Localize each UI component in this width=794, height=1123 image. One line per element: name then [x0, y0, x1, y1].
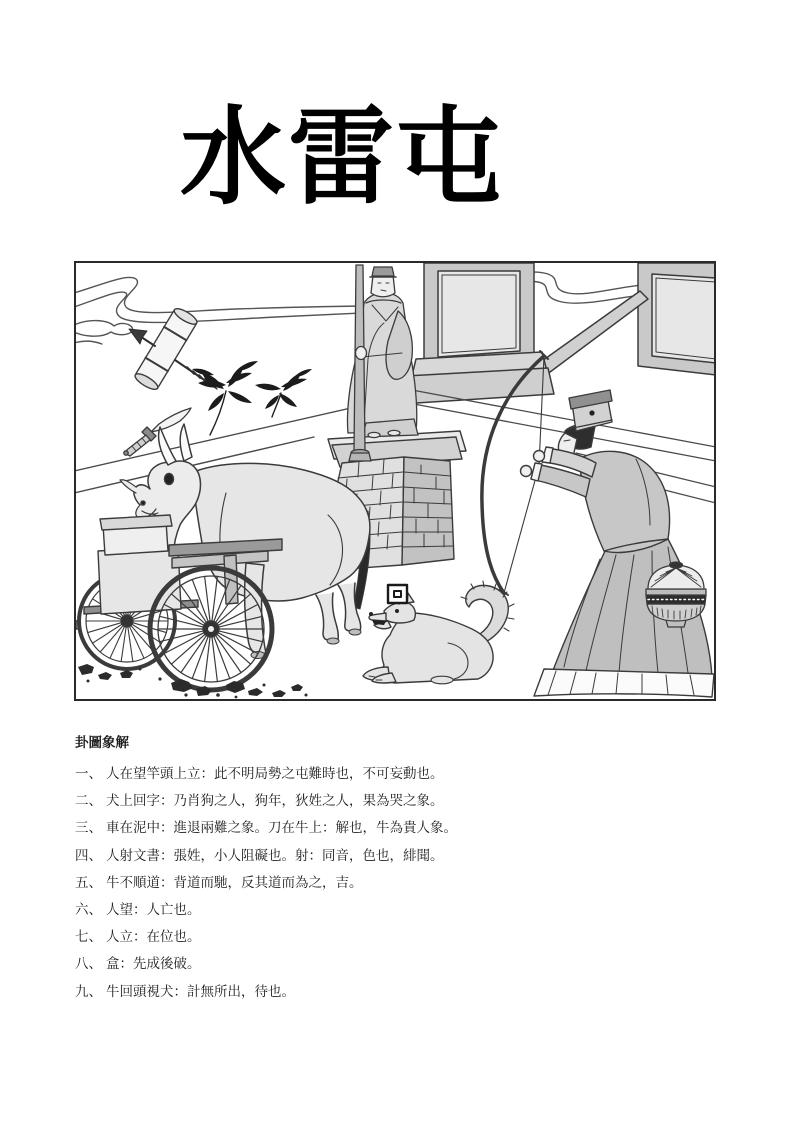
explanation-heading: 卦圖象解 — [75, 735, 129, 750]
explanation-item — [75, 978, 735, 1005]
item-number: 二、 — [75, 793, 102, 809]
item-number: 五、 — [75, 874, 102, 890]
hexagram-illustration-svg — [76, 263, 714, 699]
hexagram-illustration-frame — [74, 261, 716, 701]
item-number: 一、 — [75, 766, 102, 781]
palace-gate-pillars — [401, 263, 714, 404]
archer — [482, 351, 714, 697]
explanation-item — [75, 950, 735, 977]
page-title: 水雷屯 — [180, 99, 504, 217]
mud-splashes — [78, 664, 308, 698]
explanation-item — [75, 923, 735, 950]
explanation-item — [75, 896, 735, 923]
explanation-item — [75, 787, 735, 814]
item-number: 七、 — [75, 929, 102, 945]
dog-hui-character — [388, 585, 407, 603]
arrow-and-scroll — [129, 306, 217, 392]
dog — [363, 581, 514, 684]
explanation-item — [75, 814, 735, 841]
item-text: 盒：先成後破。 — [106, 956, 201, 972]
explanation-section — [75, 731, 735, 1005]
item-number: 八、 — [75, 956, 102, 972]
item-number: 六、 — [75, 902, 102, 918]
item-text: 人在望竿頭上立：此不明局勢之屯難時也，不可妄動也。 — [106, 766, 444, 781]
item-text: 牛回頭視犬：計無所出，待也。 — [106, 983, 295, 999]
item-text: 人射文書：張姓，小人阻礙也。射：同音，色也，緋聞。 — [106, 847, 444, 863]
item-text: 人望：人亡也。 — [106, 902, 201, 918]
bamboo-leaves — [192, 361, 312, 411]
explanation-item — [75, 760, 735, 787]
item-number: 四、 — [75, 847, 102, 863]
item-text: 犬上回字：乃肖狗之人，狗年，狄姓之人，果為哭之象。 — [106, 793, 444, 809]
item-number: 九、 — [75, 983, 102, 999]
scroll-document — [133, 306, 199, 392]
cart-main-wheel — [150, 568, 272, 690]
explanation-item — [75, 869, 735, 896]
explanation-item — [75, 842, 735, 869]
item-number: 三、 — [75, 820, 102, 836]
item-text: 人立：在位也。 — [106, 929, 201, 945]
item-text: 牛不順道：背道而馳，反其道而為之，吉。 — [106, 874, 363, 890]
item-text: 車在泥中：進退兩難之象。刀在牛上：解也，牛為貴人象。 — [106, 820, 457, 836]
